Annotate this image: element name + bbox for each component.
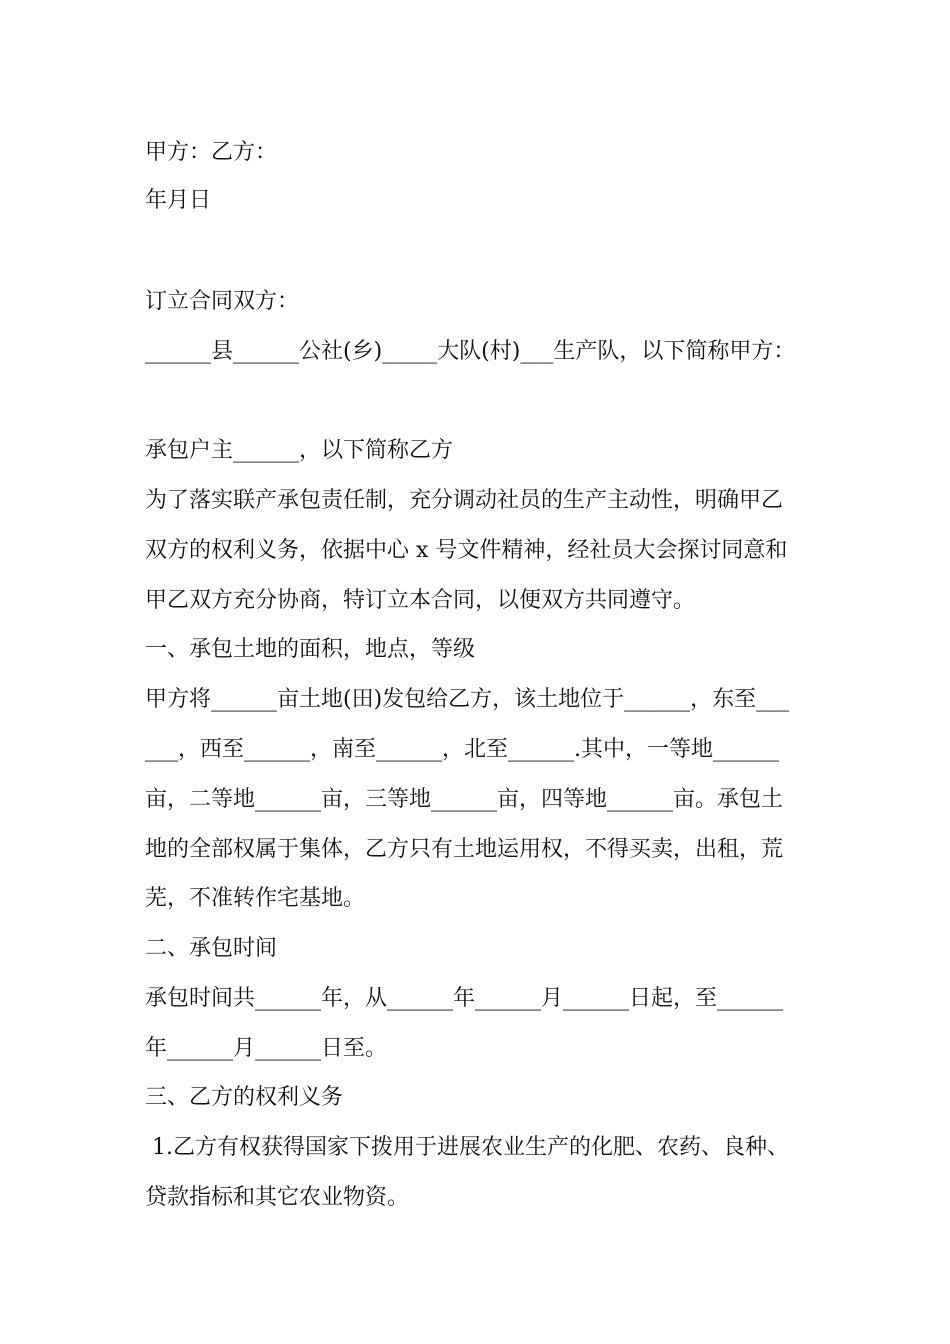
section-2-heading: 二、承包时间 bbox=[145, 936, 278, 961]
land-line-1: 甲方将______亩土地(田)发包给乙方，该土地位于______，东至___ bbox=[145, 687, 790, 712]
rights-line-2: 贷款指标和其它农业物资。 bbox=[145, 1185, 410, 1210]
land-line-5: 芜，不准转作宅基地。 bbox=[145, 886, 366, 911]
preamble-line-3: 甲乙双方充分协商，特订立本合同，以便双方共同遵守。 bbox=[145, 588, 696, 613]
term-line-1: 承包时间共______年，从______年______月______日起，至______ bbox=[145, 986, 784, 1011]
date-line: 年月日 bbox=[145, 188, 212, 213]
land-line-4: 地的全部权属于集体，乙方只有土地运用权，不得买卖，出租，荒 bbox=[145, 837, 784, 862]
section-3-heading: 三、乙方的权利义务 bbox=[145, 1085, 344, 1110]
party-a-line: ______县______公社(乡)_____大队(村)___生产队，以下简称甲方： bbox=[145, 339, 796, 364]
contract-parties-heading: 订立合同双方： bbox=[145, 289, 300, 314]
parties-line: 甲方：乙方： bbox=[145, 140, 278, 165]
preamble-line-1: 为了落实联产承包责任制，充分调动社员的生产主动性，明确甲乙 bbox=[145, 488, 784, 513]
land-line-2: ___，西至______，南至______，北至______.其中，一等地______ bbox=[145, 737, 779, 762]
section-1-heading: 一、承包土地的面积，地点，等级 bbox=[145, 637, 476, 662]
term-line-2: 年______月______日至。 bbox=[145, 1036, 388, 1061]
land-line-3: 亩，二等地______亩，三等地______亩，四等地______亩。承包土 bbox=[145, 787, 784, 812]
rights-line-1: 1.乙方有权获得国家下拨用于进展农业生产的化肥、农药、良种、 bbox=[145, 1135, 789, 1160]
preamble-line-2: 双方的权利义务，依据中心 x 号文件精神，经社员大会探讨同意和 bbox=[145, 538, 788, 563]
party-b-line: 承包户主______，以下简称乙方 bbox=[145, 438, 454, 463]
